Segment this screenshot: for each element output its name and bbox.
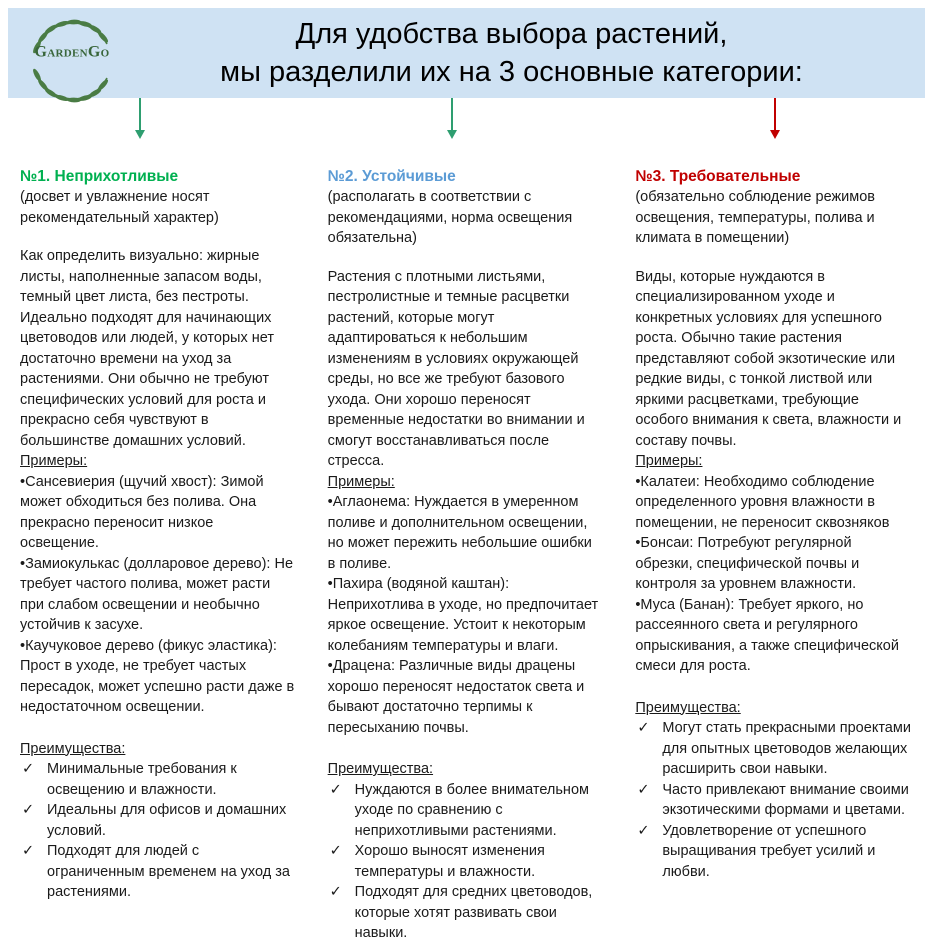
example-item: • Калатеи: Необходимо соблюдение определенного уровня влажности в помещении, не переносит сквозняков [635, 472, 911, 534]
examples-label: Примеры: [635, 453, 703, 469]
advantage-item: ✓ Хорошо выносят изменения температуры и влажности. [328, 841, 604, 882]
example-item: • Аглаонема: Нуждается в умеренном поливе и дополнительном освещении, но может пережить небольшие ошибки в поливе. [328, 492, 604, 574]
arrow-line [139, 98, 141, 130]
example-item: • Замиокулькас (долларовое дерево): Не требует частого полива, может расти при слабом освещении и необычно устойчив к засухе. [20, 554, 296, 636]
arrow-line [774, 98, 776, 130]
example-item: • Сансевиерия (щучий хвост): Зимой может обходиться без полива. Она прекрасно переносит низкое освещение. [20, 472, 296, 554]
examples-label: Примеры: [20, 453, 88, 469]
examples-label: Примеры: [327, 473, 395, 490]
advantage-item: ✓ Часто привлекают внимание своими экзотическими формами и цветами. [635, 780, 911, 821]
advantage-item: ✓ Подходят для средних цветоводов, которые хотят развивать свои навыки. [328, 882, 604, 944]
category-3-subtitle: (обязательно соблюдение режимов освещения, температуры, полива и климата в помещении) [635, 189, 876, 246]
category-1-heading: №1. Неприхотливые [20, 168, 179, 185]
category-2-description: Растения с плотными листьями, пестролистные и темные расцветки растений, которые могут адаптироваться к небольшим изменениям в условиях окружающей среды, но все же требуют базового ухода. Они хорошо переносят временные недостатки во внимании и смогут восстанавливаться после стресса. [327, 268, 585, 469]
example-item: • Бонсаи: Потребуют регулярной обрезки, специфической почвы и контроля за уровнем влажности. [635, 533, 911, 595]
example-item: • Каучуковое дерево (фикус эластика): Прост в уходе, не требует частых пересадок, может успешно расти даже в недостаточном освещении. [20, 636, 296, 718]
arrow-head-icon [770, 130, 780, 139]
advantages-label: Преимущества: [635, 699, 741, 716]
page-title-line1: Для удобства выбора растений, [295, 18, 728, 50]
advantage-item: ✓ Идеальны для офисов и домашних условий. [20, 800, 296, 841]
category-3-heading: №3. Требовательные [635, 168, 801, 185]
logo-text: GardenGo [34, 43, 110, 61]
arrow-head-icon [135, 130, 145, 139]
category-3-description: Виды, которые нуждаются в специализированном уходе и конкретных условиях для успешного роста. Обычно такие растения представляют собой экзотические или редкие виды, с тонкой листвой или яркими расцветками, требующие особого внимания к света, влажности и составу почвы. [635, 268, 902, 449]
category-1-subtitle: (досвет и увлажнение носят рекомендательный характер) [20, 189, 219, 226]
example-item: • Муса (Банан): Требует яркого, но рассеянного света и регулярного опрыскивания, а также специфической смеси для роста. [635, 595, 911, 677]
advantages-label: Преимущества: [20, 740, 126, 757]
down-arrow-category-1 [134, 98, 146, 139]
category-column-1 [20, 166, 296, 944]
advantage-item: ✓ Могут стать прекрасными проектами для опытных цветоводов желающих расширить свои навыки. [635, 718, 911, 780]
example-item: • Пахира (водяной каштан): Неприхотлива в уходе, но предпочитает яркое освещение. Устоит к некоторым колебаниям температуры и влаги. [328, 574, 604, 656]
advantage-item: ✓ Подходят для людей с ограниченным временем на уход за растениями. [20, 841, 296, 903]
gardengo-logo [22, 11, 122, 95]
advantages-label: Преимущества: [327, 761, 434, 777]
category-2-subtitle: (располагать в соответствии с рекомендациями, норма освещения обязательна) [327, 189, 573, 246]
example-item: • Драцена: Различные виды драцены хорошо переносят недостаток света и бывают достаточно терпимы к пересыханию почвы. [328, 656, 604, 738]
down-arrow-category-3 [769, 98, 781, 139]
category-arrows [0, 98, 933, 160]
category-column-3 [635, 166, 911, 944]
page-title [118, 15, 905, 91]
advantage-item: ✓ Минимальные требования к освещению и влажности. [20, 759, 296, 800]
categories-grid [0, 160, 933, 944]
category-2-heading: №2. Устойчивые [327, 168, 456, 185]
arrow-head-icon [447, 130, 457, 139]
advantage-item: ✓ Нуждаются в более внимательном уходе по сравнению с неприхотливыми растениями. [328, 780, 604, 842]
arrow-line [451, 98, 453, 130]
down-arrow-category-2 [446, 98, 458, 139]
category-column-2 [328, 166, 604, 944]
header-banner [8, 8, 925, 98]
category-1-description: Как определить визуально: жирные листы, наполненные запасом воды, темный цвет листа, без пестроты. Идеально подходят для начинающих цветоводов или людей, у которых нет достаточно времени на уход за растениями. Они обычно не требуют специфических условий для роста и прекрасно себя чувствуют в большинстве домашних условий. [20, 248, 274, 449]
advantage-item: ✓ Удовлетворение от успешного выращивания требует усилий и любви. [635, 821, 911, 883]
page-title-line2: мы разделили их на 3 основные категории: [220, 56, 803, 88]
